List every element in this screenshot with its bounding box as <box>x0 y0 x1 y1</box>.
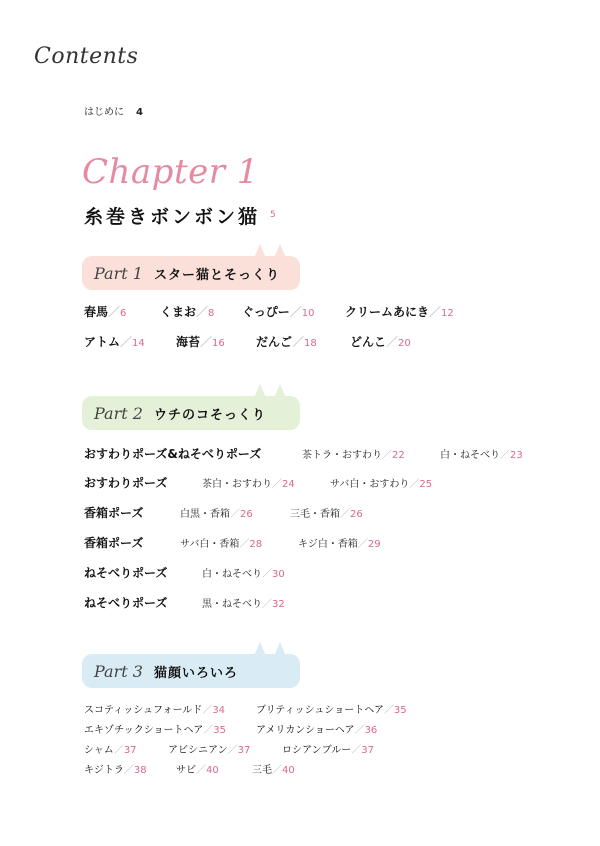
toc-entry[interactable]: キジ白・香箱／29 <box>298 539 381 550</box>
toc-entry[interactable]: エキゾチックショートヘア／35 <box>84 725 226 736</box>
intro-label: はじめに <box>84 107 124 118</box>
toc-entry[interactable]: 黒・ねそべり／32 <box>202 599 285 610</box>
cat-ears-icon <box>252 642 292 656</box>
part2-tag <box>82 396 300 430</box>
chapter-page: 5 <box>270 210 276 220</box>
toc-entry[interactable]: シャム／37 <box>84 745 137 756</box>
toc-entry[interactable]: スコティッシュフォールド／34 <box>84 705 226 716</box>
toc-entry[interactable]: 三毛・香箱／26 <box>290 509 363 520</box>
part1-title: スター猫とそっくり <box>154 268 281 283</box>
toc-entry[interactable]: 白黒・香箱／26 <box>180 509 253 520</box>
part2-title: ウチのコそっくり <box>154 408 267 423</box>
part1-label: Part 1 <box>94 264 143 283</box>
toc-entry[interactable]: ブリティッシュショートヘア／35 <box>256 705 407 716</box>
chapter-label: Chapter 1 <box>82 152 259 192</box>
pose-label: おすわりポーズ <box>84 476 168 490</box>
part1-tag <box>82 256 300 290</box>
cat-ears-icon <box>252 244 292 258</box>
toc-entry[interactable]: どんこ／20 <box>350 335 411 349</box>
part3-label: Part 3 <box>94 662 143 681</box>
toc-entry[interactable]: アトム／14 <box>84 335 145 349</box>
toc-entry[interactable]: アビシニアン／37 <box>168 745 251 756</box>
toc-entry[interactable]: サビ／40 <box>176 765 219 776</box>
chapter-title[interactable] <box>84 202 276 229</box>
contents-title: Contents <box>34 44 139 69</box>
toc-entry[interactable]: 三毛／40 <box>252 765 295 776</box>
part3-title: 猫顔いろいろ <box>154 666 239 681</box>
toc-entry[interactable]: 春馬／6 <box>84 305 127 319</box>
pose-label: 香箱ポーズ <box>84 536 144 550</box>
pose-label: 香箱ポーズ <box>84 506 144 520</box>
toc-entry[interactable]: サバ白・香箱／28 <box>180 539 263 550</box>
toc-entry[interactable]: ぐっぴー／10 <box>242 305 315 319</box>
toc-entry[interactable]: くまお／8 <box>160 305 215 319</box>
chapter-title-text: 糸巻きボンボン猫 <box>84 206 261 228</box>
cat-ears-icon <box>252 384 292 398</box>
intro-entry[interactable] <box>84 103 143 118</box>
toc-entry[interactable]: 茶白・おすわり／24 <box>202 479 295 490</box>
part2-label: Part 2 <box>94 404 143 423</box>
toc-entry[interactable]: 海苔／16 <box>176 335 225 349</box>
pose-label: おすわりポーズ&ねそべりポーズ <box>84 447 262 461</box>
toc-entry[interactable]: サバ白・おすわり／25 <box>330 479 433 490</box>
toc-entry[interactable]: だんご／18 <box>256 335 317 349</box>
toc-entry[interactable]: 白・ねそべり／30 <box>202 569 285 580</box>
part3-tag <box>82 654 300 688</box>
toc-entry[interactable]: クリームあにき／12 <box>345 305 454 319</box>
pose-label: ねそべりポーズ <box>84 596 168 610</box>
toc-entry[interactable]: 白・ねそべり／23 <box>440 450 523 461</box>
toc-entry[interactable]: 茶トラ・おすわり／22 <box>302 450 405 461</box>
intro-page: 4 <box>136 107 143 118</box>
toc-entry[interactable]: ロシアンブルー／37 <box>282 745 374 756</box>
toc-entry[interactable]: アメリカンショーヘア／36 <box>256 725 378 736</box>
pose-label: ねそべりポーズ <box>84 566 168 580</box>
toc-entry[interactable]: キジトラ／38 <box>84 765 147 776</box>
